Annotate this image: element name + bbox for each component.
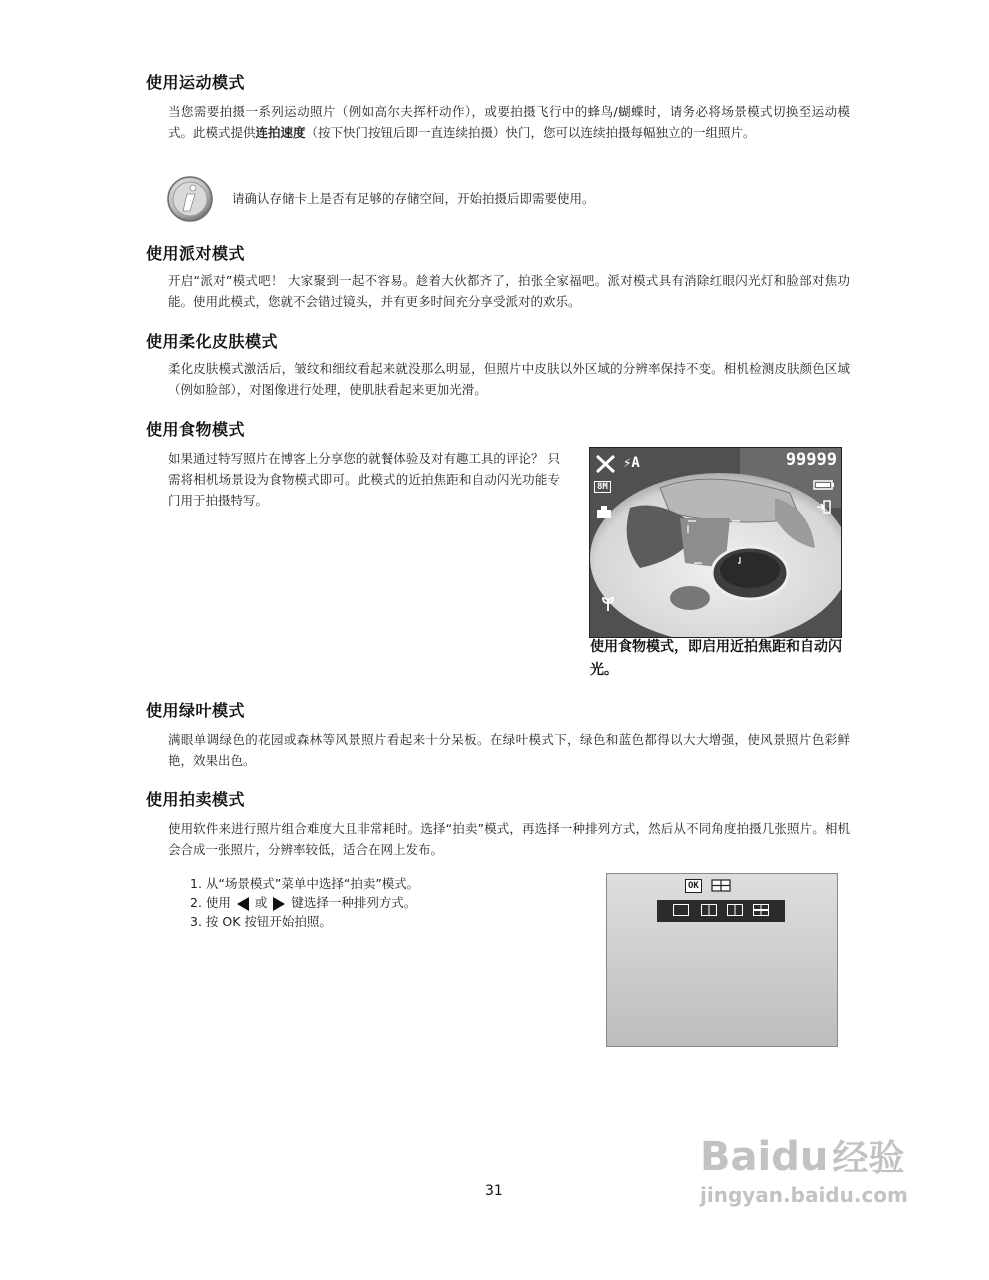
food-photo-image	[590, 448, 841, 637]
watermark-brand-du: du	[771, 1134, 829, 1180]
watermark-brand-cn: 经验	[832, 1138, 905, 1179]
flash-auto-indicator: ⚡A	[623, 455, 640, 471]
layout-three-icon[interactable]	[727, 904, 743, 916]
baidu-watermark	[700, 1130, 908, 1207]
food-mode-icon	[594, 453, 618, 475]
auction-layout-screen	[606, 873, 838, 1047]
watermark-brand: Bai	[700, 1134, 772, 1180]
sports-body-text-2: （按下快门按钮后即一直连续拍摄）快门，您可以连续拍摄每幅独立的一组照片。	[305, 125, 756, 140]
shots-remaining: 99999	[785, 450, 837, 470]
left-arrow-icon	[237, 897, 249, 911]
auction-step-2-suffix: 键选择一种排列方式。	[291, 895, 417, 910]
foliage-body: 满眼单调绿色的花园或森林等风景照片看起来十分呆板。在绿叶模式下，绿色和蓝色都得以大大增强，使风景照片色彩鲜艳，效果出色。	[168, 732, 850, 768]
right-arrow-icon	[273, 897, 285, 911]
page-number: 31	[485, 1183, 503, 1199]
info-icon	[166, 175, 214, 223]
layout-options-bar[interactable]	[657, 900, 785, 922]
sports-body-text-1: 当您需要拍摄一系列运动照片（例如高尔夫挥杆动作），或要拍摄飞行中的蜂鸟/蝴蝶时，请务必将场景模式切换至运动模式。此模式提供	[168, 104, 850, 140]
stabilizer-icon	[596, 505, 612, 519]
note-text: 请确认存储卡上是否有足够的存储空间，开始拍摄后即需要使用。	[232, 191, 595, 206]
section-title-auction: 使用拍卖模式	[146, 790, 246, 809]
watermark-url: jingyan.baidu.com	[700, 1183, 908, 1207]
section-title-party: 使用派对模式	[146, 244, 246, 263]
section-title-food: 使用食物模式	[146, 420, 246, 439]
macro-icon	[600, 596, 616, 612]
auction-step-3: 3. 按 OK 按钮开始拍照。	[190, 914, 332, 929]
ok-button-label: OK	[685, 879, 702, 893]
food-body: 如果通过特写照片在博客上分享您的就餐体验及对有趣工具的评论？ 只需将相机场景设为食物模式即可。此模式的近拍焦距和自动闪光功能专门用于拍摄特写。	[168, 451, 560, 508]
layout-four-icon[interactable]	[753, 904, 769, 916]
section-title-foliage: 使用绿叶模式	[146, 701, 246, 720]
layout-two-icon[interactable]	[701, 904, 717, 916]
auction-step-2-prefix: 2. 使用	[190, 895, 231, 910]
food-photo	[589, 447, 842, 638]
auction-step-1: 1. 从“场景模式”菜单中选择“拍卖”模式。	[190, 876, 420, 891]
layout-single-icon[interactable]	[673, 904, 689, 916]
layout-grid-icon	[711, 879, 731, 892]
auction-step-2	[190, 893, 419, 912]
sports-body-bold: 连拍速度	[255, 125, 306, 140]
section-title-soft-skin: 使用柔化皮肤模式	[146, 332, 279, 351]
auction-step-2-or: 或	[254, 895, 268, 910]
food-photo-caption: 使用食物模式，即启用近拍焦距和自动闪光。	[590, 639, 842, 678]
sports-body	[168, 101, 850, 143]
auction-body: 使用软件来进行照片组合难度大且非常耗时。选择“拍卖”模式，再选择一种排列方式，然后从不同角度拍摄几张照片。相机会合成一张照片，分辨率较低，适合在网上发布。	[168, 821, 850, 857]
auction-steps	[190, 874, 419, 931]
memory-card-icon	[815, 500, 831, 514]
image-size-indicator: 8M	[594, 481, 611, 493]
battery-icon	[813, 480, 835, 490]
party-body: 开启“派对”模式吧！ 大家聚到一起不容易。趁着大伙都齐了，拍张全家福吧。派对模式具有消除红眼闪光灯和脸部对焦功能。使用此模式，您就不会错过镜头，并有更多时间充分享受派对的欢乐。	[168, 273, 850, 309]
soft-skin-body: 柔化皮肤模式激活后，皱纹和细纹看起来就没那么明显，但照片中皮肤以外区域的分辨率保持不变。相机检测皮肤颜色区域（例如脸部），对图像进行处理，使肌肤看起来更加光滑。	[168, 361, 850, 397]
section-title-sports: 使用运动模式	[146, 73, 246, 92]
